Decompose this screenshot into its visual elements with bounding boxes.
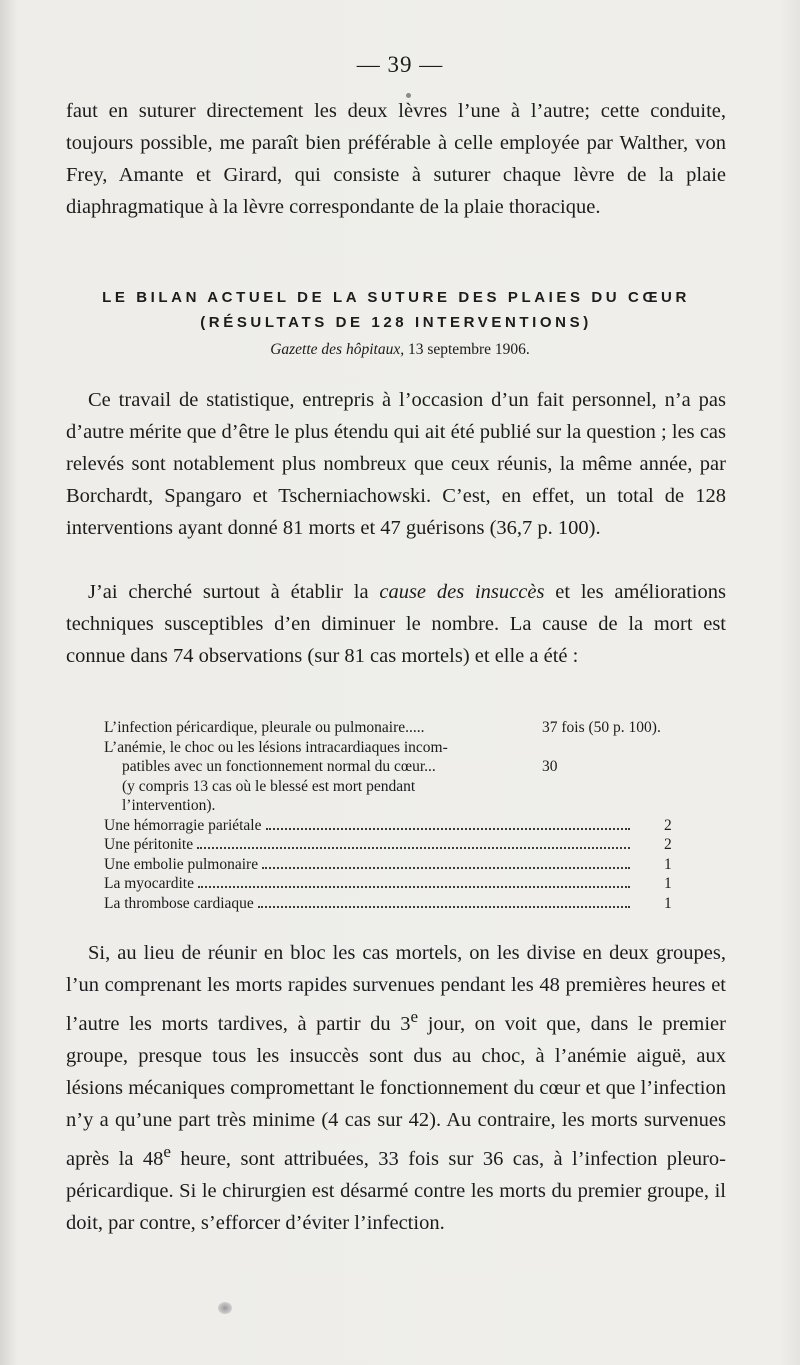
- dot-leader: [258, 906, 630, 908]
- table-row: [104, 757, 704, 777]
- cause-note: l’intervention).: [122, 797, 216, 814]
- cause-label: Une embolie pulmonaire: [104, 855, 259, 873]
- cause-value: 1: [664, 875, 672, 892]
- section-heading-line-2: (RÉSULTATS DE 128 INTERVENTIONS): [200, 314, 592, 331]
- dot-leader: [197, 847, 630, 849]
- table-row: [104, 738, 704, 758]
- paragraph-3-emphasis: cause des insuccès: [379, 581, 545, 603]
- cause-label: Une péritonite: [104, 836, 194, 853]
- cause-label: La myocardite: [104, 875, 194, 892]
- table-row: [104, 816, 704, 836]
- table-row: [104, 855, 704, 875]
- page-number: — 39 —: [356, 52, 444, 77]
- source-date: 13 septembre 1906.: [407, 341, 530, 358]
- table-row: [104, 835, 704, 855]
- cause-value: 2: [664, 816, 672, 834]
- paragraph-3: [66, 576, 726, 672]
- paragraph-3-text-post: et les améliorations techniques susceptibles d’en diminuer le nombre. La cause de la mort est connue dans 74 observations (sur 81 cas mortels) et elle a été :: [66, 581, 726, 667]
- table-row: [104, 874, 704, 894]
- dot-leader: [198, 886, 630, 888]
- paragraph-4: [66, 937, 726, 1239]
- paragraph-4-text-c: heure, sont attribuées, 33 fois sur 36 cas, à l’infection pleuro-péricardique. Si le chirurgien est désarmé contre les morts du premier groupe, il doit, par contre, s’efforcer d’éviter l’infection.: [66, 1147, 727, 1234]
- dot-leader: [266, 828, 631, 830]
- table-row: [104, 894, 704, 914]
- cause-note: (y compris 13 cas où le blessé est mort pendant: [122, 777, 416, 795]
- paragraph-2: [66, 384, 726, 544]
- table-row: [104, 796, 704, 816]
- source-journal: Gazette des hôpitaux,: [270, 341, 405, 358]
- cause-label: Une hémorragie pariétale: [104, 816, 262, 834]
- superscript: e: [163, 1141, 171, 1161]
- superscript: e: [410, 1007, 419, 1026]
- causes-of-death-table: [104, 718, 704, 913]
- dot-leader: [262, 867, 630, 869]
- cause-value: 1: [664, 894, 672, 912]
- ink-smudge: [218, 1302, 232, 1314]
- cause-label: L’anémie, le choc ou les lésions intracardiaques incom-: [104, 738, 448, 756]
- cause-value: 2: [664, 836, 672, 853]
- table-row: [104, 777, 704, 797]
- paragraph-3-text-pre: J’ai cherché surtout à établir la: [88, 581, 380, 603]
- paragraph-4-text-b: jour, on voit que, dans le premier groupe, presque tous les insuccès sont dus au choc, à l’anémie aiguë, aux lésions mécaniques compromettant le fonctionnement du cœur et que l’infection n’y a qu’une part très minime (4 cas sur 42). Au contraire, les morts survenues après la 48: [66, 1012, 726, 1170]
- cause-value: 1: [664, 855, 672, 873]
- cause-value: 30: [542, 758, 558, 775]
- cause-label: patibles avec un fonctionnement normal du cœur...: [122, 758, 436, 775]
- paragraph-1: faut en suturer directement les deux lèvres l’une à l’autre; cette conduite, toujours possible, me paraît bien préférable à celle employée par Walther, von Frey, Amante et Girard, qui consiste à suturer chaque lèvre de la plaie diaphragmatique à la lèvre correspondante de la plaie thoracique.: [66, 100, 726, 218]
- paragraph-2-text: Ce travail de statistique, entrepris à l’occasion d’un fait personnel, n’a pas d’autre mérite que d’être le plus étendu qui ait été publié sur la question ; les cas relevés sont notablement plus nombreux que ceux réunis, la même année, par Borchardt, Spangaro et Tscherniachowski. C’est, en effet, un total de 128 interventions ayant donné 81 morts et 47 guérisons (36,7 p. 100).: [66, 389, 726, 539]
- cause-label: L’infection péricardique, pleurale ou pulmonaire.....: [104, 719, 425, 736]
- paragraph-4-text-a: Si, au lieu de réunir en bloc les cas mortels, on les divise en deux groupes, l’un comprenant les morts rapides survenues pendant les 48 premières heures et l’autre les morts tardives, à partir du 3: [66, 942, 726, 1035]
- cause-value: 37 fois (50 p. 100).: [542, 719, 661, 736]
- section-heading-line-1: LE BILAN ACTUEL DE LA SUTURE DES PLAIES DU CŒUR: [102, 289, 690, 306]
- table-row: [104, 718, 704, 738]
- source-citation: [0, 341, 800, 359]
- cause-label: La thrombose cardiaque: [104, 894, 254, 912]
